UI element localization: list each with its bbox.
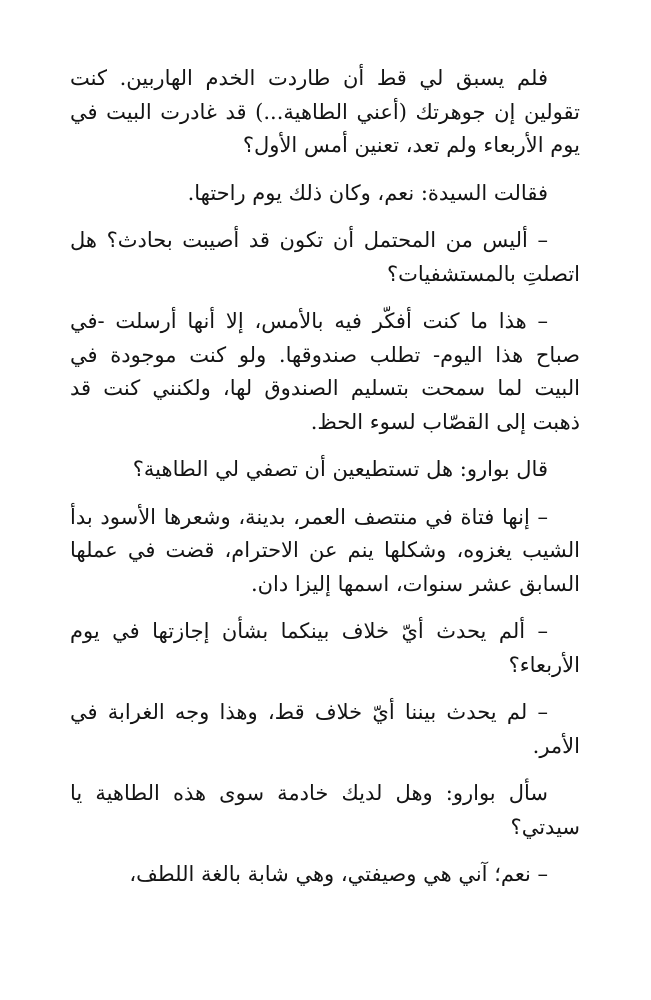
paragraph-4: – هذا ما كنت أفكّر فيه بالأمس، إلا أنها أرسلت -في صباح هذا اليوم- تطلب صندوقها. ولو كنت موجودة في البيت لما سمحت بتسليم الصندوق لها، ولكنني كنت قد ذهبت إلى القصّاب لسوء الحظ. bbox=[70, 309, 580, 434]
paragraph-3: – أليس من المحتمل أن تكون قد أصيبت بحادث؟ هل اتصلتِ بالمستشفيات؟ bbox=[70, 228, 580, 286]
paragraph-2: فقالت السيدة: نعم، وكان ذلك يوم راحتها. bbox=[187, 180, 548, 205]
paragraph-5: قال بوارو: هل تستطيعين أن تصفي لي الطاهية؟ bbox=[132, 457, 548, 481]
paragraph-10: – نعم؛ آني هي وصيفتي، وهي شابة بالغة اللطف، bbox=[129, 862, 548, 886]
paragraph-9: سأل بوارو: وهل لديك خادمة سوى هذه الطاهية يا سيدتي؟ bbox=[70, 781, 580, 839]
text-column bbox=[70, 62, 580, 906]
paragraph-6: – إنها فتاة في منتصف العمر، بدينة، وشعرها الأسود بدأ الشيب يغزوه، وشكلها ينم عن الاحترام، قضت في عملها السابق عشر سنوات، اسمها إليزا دان. bbox=[70, 504, 580, 596]
paragraph-1: فلم يسبق لي قط أن طاردت الخدم الهاربين. كنت تقولين إن جوهرتك (أعني الطاهية...) قد غادرت البيت في يوم الأربعاء ولم تعد، تعنين أمس الأول؟ bbox=[70, 66, 580, 157]
paragraph-7: – ألم يحدث أيّ خلاف بينكما بشأن إجازتها في يوم الأربعاء؟ bbox=[70, 619, 580, 677]
paragraph-8: – لم يحدث بيننا أيّ خلاف قط، وهذا وجه الغرابة في الأمر. bbox=[70, 700, 580, 758]
